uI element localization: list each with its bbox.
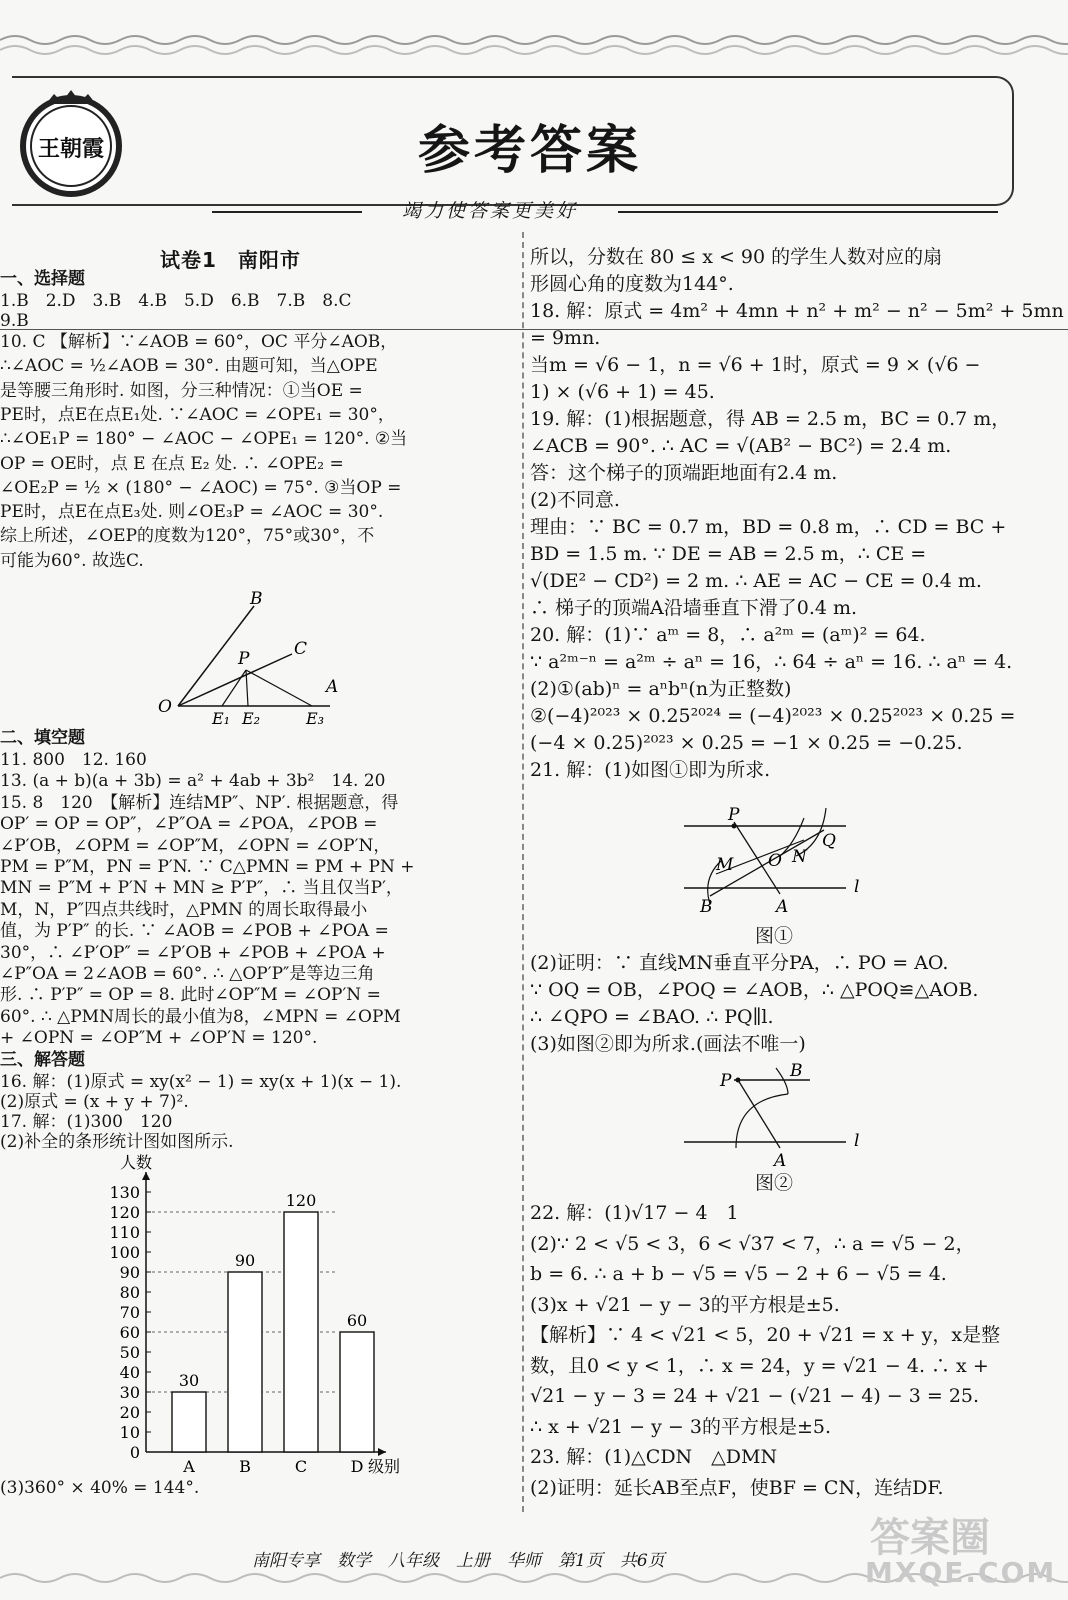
text-line: = 9mn. bbox=[530, 327, 601, 349]
bar-B bbox=[228, 1272, 262, 1452]
text-line: 数，且0 < y < 1，∴ x = 24，y = √21 − 4. ∴ x + bbox=[530, 1354, 989, 1377]
paper-title: 试卷1 南阳市 bbox=[160, 248, 301, 272]
brand-logo bbox=[16, 88, 126, 198]
text-line: ∠P″OA = 2∠AOB = 60°. ∴ △OP′P″是等边三角 bbox=[0, 964, 375, 984]
x-axis-label: 级别 bbox=[368, 1457, 400, 1476]
y-tick-label: 10 bbox=[119, 1423, 140, 1442]
watermark-url: MXQE.COM bbox=[865, 1556, 1057, 1589]
text-line: b = 6. ∴ a + b − √5 = √5 − 2 + 6 − √5 = 4. bbox=[530, 1263, 947, 1285]
text-line: 60°. ∴ △PMN周长的最小值为8，∠MPN = ∠OPM bbox=[0, 1006, 401, 1027]
text-line: 值，为 P′P″ 的长. ∵ ∠AOB = ∠POB + ∠POA = bbox=[0, 921, 389, 942]
text-line: ∴ ∠QPO = ∠BAO. ∴ PQ∥l. bbox=[530, 1006, 774, 1028]
text-line: 答：这个梯子的顶端距地面有2.4 m. bbox=[530, 462, 838, 484]
label-l: l bbox=[854, 877, 860, 897]
label-n: N bbox=[792, 847, 807, 867]
text-line: ∵ OQ = OB，∠POQ = ∠AOB，∴ △POQ≌△AOB. bbox=[530, 979, 979, 1001]
slogan-rule-left bbox=[212, 211, 362, 213]
label-b: B bbox=[700, 897, 713, 917]
label-a: A bbox=[774, 1151, 787, 1171]
text-line: ∴∠AOC = ½∠AOB = 30°. 由题可知，当△OPE bbox=[0, 356, 378, 377]
text-line: (3)如图②即为所求.(画法不唯一) bbox=[530, 1033, 806, 1055]
text-line: ∠P′OB，∠OPM = ∠OP″M，∠OPN = ∠OP′N， bbox=[0, 835, 391, 856]
bar-chart bbox=[100, 1152, 400, 1482]
section-solve: 三、解答题 bbox=[0, 1050, 85, 1070]
y-tick-label: 130 bbox=[109, 1183, 140, 1202]
text-line: 17. 解：(1)300 120 bbox=[0, 1112, 173, 1132]
text-line: (−4 × 0.25)²⁰²³ × 0.25 = −1 × 0.25 = −0.25. bbox=[530, 732, 963, 754]
text-line: √21 − y − 3 = 24 + √21 − (√21 − 4) − 3 = 25. bbox=[530, 1385, 980, 1407]
text-line: 19. 解：(1)根据题意，得 AB = 2.5 m，BC = 0.7 m， bbox=[530, 408, 1011, 430]
segment-pe2 bbox=[246, 670, 248, 706]
bar-value-label: 30 bbox=[178, 1371, 200, 1390]
slogan-rule-right bbox=[618, 211, 998, 213]
text-line: ②(−4)²⁰²³ × 0.25²⁰²⁴ = (−4)²⁰²³ × 0.25²⁰²³ × 0.25 = bbox=[530, 705, 1016, 727]
text-line: M，N，P″四点共线时，△PMN 的周长取得最小 bbox=[0, 899, 368, 920]
arc-1 bbox=[736, 1094, 788, 1148]
slogan: 竭力使答案更美好 bbox=[401, 200, 578, 222]
category-label: B bbox=[239, 1457, 251, 1476]
y-axis-label: 人数 bbox=[120, 1153, 153, 1172]
text-line: 21. 解：(1)如图①即为所求. bbox=[530, 759, 771, 781]
text-line: 15. 8 120 【解析】连结MP″、NP′. 根据题意，得 bbox=[0, 792, 399, 813]
text-line: ∠ACB = 90°. ∴ AC = √(AB² − BC²) = 2.4 m. bbox=[530, 435, 952, 457]
text-line: 综上所述，∠OEP的度数为120°，75°或30°，不 bbox=[0, 526, 375, 547]
text-line: 11. 800 12. 160 bbox=[0, 750, 147, 770]
label-c: C bbox=[294, 639, 308, 659]
text-line: (2)证明：∵ 直线MN垂直平分PA，∴ PO = AO. bbox=[530, 952, 949, 974]
segment-pe1 bbox=[222, 670, 246, 706]
text-line: 20. 解：(1)∵ aᵐ = 8，∴ a²ᵐ = (aᵐ)² = 64. bbox=[530, 624, 926, 646]
label-l: l bbox=[854, 1131, 860, 1151]
text-line: (2)证明：延长AB至点F，使BF = CN，连结DF. bbox=[530, 1476, 944, 1499]
label-b: B bbox=[250, 589, 263, 609]
label-a: A bbox=[326, 677, 339, 697]
page-title: 参考答案 bbox=[417, 121, 642, 181]
bar-value-label: 120 bbox=[285, 1191, 317, 1210]
label-b: B bbox=[790, 1061, 803, 1081]
x-axis-arrow bbox=[378, 1448, 386, 1456]
text-line: 当m = √6 − 1，n = √6 + 1时，原式 = 9 × (√6 − bbox=[530, 354, 981, 376]
fig1-caption: 图① bbox=[755, 925, 794, 947]
text-line: + ∠OPN = ∠OP″M + ∠OP′N = 120°. bbox=[0, 1028, 318, 1049]
bar-D bbox=[340, 1332, 374, 1452]
label-e2: E₂ bbox=[242, 709, 261, 728]
text-line: (2)∵ 2 < √5 < 3，6 < √37 < 7，∴ a = √5 − 2， bbox=[530, 1232, 975, 1255]
text-line: (2)原式 = (x + y + 7)². bbox=[0, 1092, 189, 1112]
text-line: PE时，点E在点E₁处. ∵∠AOC = ∠OPE₁ = 30°， bbox=[0, 404, 395, 425]
y-tick-label: 0 bbox=[129, 1443, 140, 1462]
y-tick-label: 80 bbox=[119, 1283, 140, 1302]
text-line: OP = OE时，点 E 在点 E₂ 处. ∴ ∠OPE₂ = bbox=[0, 453, 344, 474]
category-label: A bbox=[183, 1457, 195, 1476]
y-tick-label: 110 bbox=[109, 1223, 140, 1242]
text-line: ∴∠OE₁P = 180° − ∠AOC − ∠OPE₁ = 120°. ②当 bbox=[0, 429, 408, 450]
text-line: 23. 解：(1)△CDN △DMN bbox=[530, 1446, 778, 1468]
label-a: A bbox=[776, 897, 789, 917]
fig2-caption: 图② bbox=[755, 1172, 794, 1194]
text-line: 是等腰三角形时. 如图，分三种情况：①当OE = bbox=[0, 380, 363, 401]
text-line: OP′ = OP = OP″，∠P″OA = ∠POA，∠POB = bbox=[0, 814, 378, 835]
column-divider bbox=[522, 232, 524, 1512]
section-fill: 二、填空题 bbox=[0, 728, 85, 748]
label-o: O bbox=[768, 851, 782, 871]
segment-pa bbox=[738, 1080, 780, 1148]
category-label: C bbox=[294, 1457, 308, 1476]
page-footer: 南阳专享 数学 八年级 上册 华师 第1页 共6页 bbox=[252, 1551, 665, 1571]
text-line: (3)x + √21 − y − 3的平方根是±5. bbox=[530, 1293, 840, 1316]
y-tick-label: 40 bbox=[119, 1363, 140, 1382]
text-line: 理由：∵ BC = 0.7 m，BD = 0.8 m，∴ CD = BC + bbox=[530, 516, 1007, 538]
y-axis-arrow bbox=[142, 1172, 150, 1180]
y-tick-label: 30 bbox=[119, 1383, 140, 1402]
text-line: 10. C 【解析】∵∠AOB = 60°，OC 平分∠AOB， bbox=[0, 332, 398, 352]
watermark-logo: 答案圈 bbox=[870, 1515, 990, 1561]
text-line: (2)不同意. bbox=[530, 489, 620, 511]
text-line: √(DE² − CD²) = 2 m. ∴ AE = AC − CE = 0.4 m. bbox=[530, 570, 982, 592]
text-line: (2)补全的条形统计图如图所示. bbox=[0, 1132, 234, 1152]
text-line: 18. 解：原式 = 4m² + 4mn + n² + m² − n² − 5m² + 5mn bbox=[530, 300, 1064, 322]
choice-answers: 1.B 2.D 3.B 4.B 5.D 6.B 7.B 8.C bbox=[0, 291, 352, 311]
category-label: D bbox=[350, 1457, 364, 1476]
choice-answers-2: 9.B bbox=[0, 311, 29, 331]
label-p: P bbox=[238, 649, 250, 669]
label-e1: E₁ bbox=[212, 709, 231, 728]
label-q: Q bbox=[822, 831, 836, 851]
ray-oc bbox=[178, 654, 292, 706]
text-line: ∴ x + √21 − y − 3的平方根是±5. bbox=[530, 1415, 831, 1438]
y-tick-label: 100 bbox=[109, 1243, 140, 1262]
text-line: ∴ 梯子的顶端A沿墙垂直下滑了0.4 m. bbox=[530, 597, 858, 619]
bar-C bbox=[284, 1212, 318, 1452]
text-line: 13. (a + b)(a + 3b) = a² + 4ab + 3b² 14. 20 bbox=[0, 771, 386, 792]
label-e3: E₃ bbox=[306, 709, 325, 728]
text-line: BD = 1.5 m. ∵ DE = AB = 2.5 m，∴ CE = bbox=[530, 543, 927, 565]
text-line: PM = P″M，PN = P′N. ∵ C△PMN = PM + PN + bbox=[0, 857, 415, 877]
text-line: 16. 解：(1)原式 = xy(x² − 1) = xy(x + 1)(x − 1). bbox=[0, 1072, 402, 1092]
text-line: 【解析】∵ 4 < √21 < 5，20 + √21 = x + y，x是整 bbox=[530, 1324, 1001, 1346]
text-line: (2)①(ab)ⁿ = aⁿbⁿ(n为正整数) bbox=[530, 678, 792, 700]
text-line: ∵ a²ᵐ⁻ⁿ = a²ᵐ ÷ aⁿ = 16，∴ 64 ÷ aⁿ = 16. ∴ aⁿ = 4. bbox=[530, 651, 1013, 673]
text-line: 可能为60°. 故选C. bbox=[0, 550, 144, 571]
y-tick-label: 70 bbox=[119, 1303, 140, 1322]
arc-2 bbox=[776, 1068, 788, 1094]
y-tick-label: 60 bbox=[119, 1323, 140, 1342]
text-line: 形圆心角的度数为144°. bbox=[530, 273, 734, 295]
bar-A bbox=[172, 1392, 206, 1452]
text-line: PE时，点E在点E₃处. 则∠OE₃P = ∠AOC = 30°. bbox=[0, 502, 384, 523]
text-line: ∠OE₂P = ½ × (180° − ∠AOC) = 75°. ③当OP = bbox=[0, 477, 402, 498]
q10-figure bbox=[150, 584, 350, 732]
text-line: 所以，分数在 80 ≤ x < 90 的学生人数对应的扇 bbox=[530, 246, 943, 268]
bar-value-label: 90 bbox=[234, 1251, 256, 1270]
q17-part3: (3)360° × 40% = 144°. bbox=[0, 1478, 200, 1498]
y-tick-label: 20 bbox=[119, 1403, 140, 1422]
top-wave-border bbox=[0, 30, 1068, 58]
text-line: 形. ∴ P′P″ = OP = 8. 此时∠OP″M = ∠OP′N = bbox=[0, 985, 381, 1006]
label-p: P bbox=[720, 1071, 732, 1091]
y-tick-label: 90 bbox=[119, 1263, 140, 1282]
segment-pe3 bbox=[246, 670, 312, 706]
text-line: 30°，∴ ∠P′OP″ = ∠P′OB + ∠POB + ∠POA + bbox=[0, 942, 386, 963]
label-m: M bbox=[716, 855, 734, 875]
text-line: MN = P″M + P′N + MN ≥ P′P″，∴ 当且仅当P′， bbox=[0, 878, 403, 899]
point-p bbox=[736, 1078, 741, 1083]
bar-value-label: 60 bbox=[346, 1311, 368, 1330]
text-line: 22. 解：(1)√17 − 4 1 bbox=[530, 1202, 739, 1224]
section-choice: 一、选择题 bbox=[0, 269, 85, 289]
svg-text:王朝霞: 王朝霞 bbox=[37, 136, 105, 162]
q21-figure-2 bbox=[676, 1060, 876, 1172]
y-tick-label: 120 bbox=[109, 1203, 140, 1222]
label-p: P bbox=[728, 805, 740, 825]
text-line: 1) × (√6 + 1) = 45. bbox=[530, 381, 715, 403]
label-o: O bbox=[158, 697, 172, 717]
y-tick-label: 50 bbox=[119, 1343, 140, 1362]
q21-figure-1 bbox=[676, 804, 876, 920]
